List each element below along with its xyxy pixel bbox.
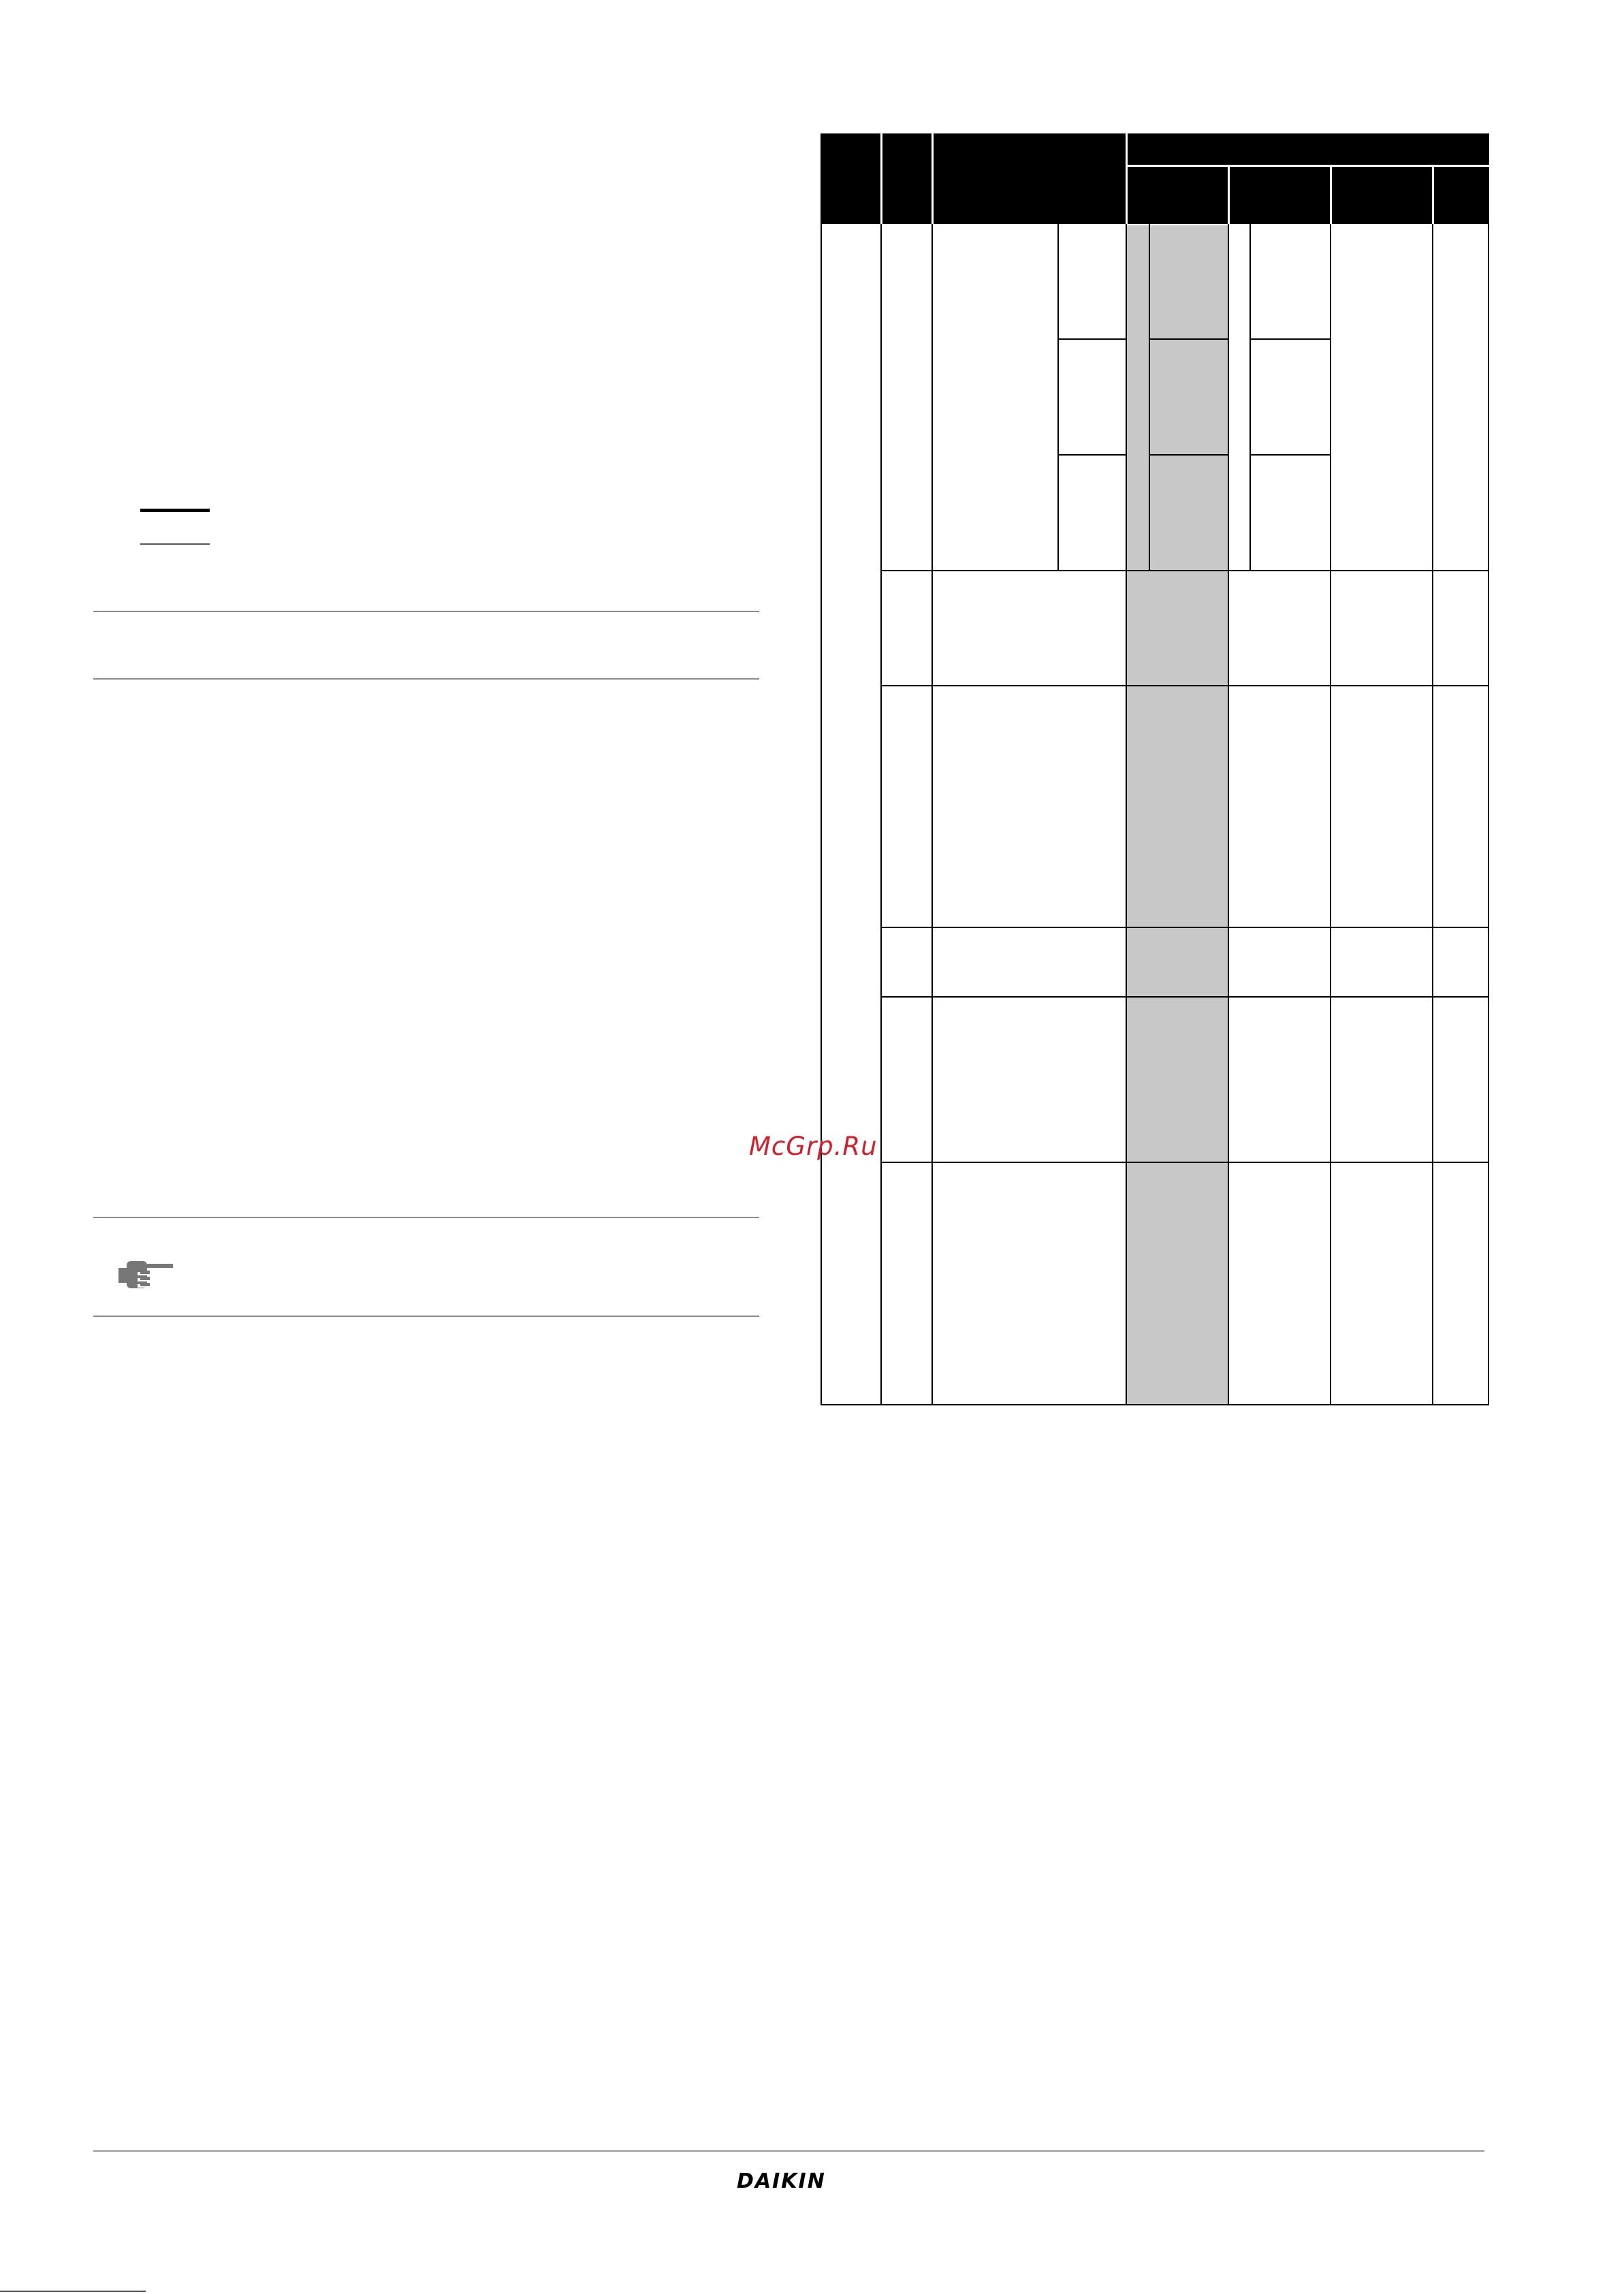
subrow-line [1249, 338, 1330, 340]
subrow-divider-col [1249, 224, 1251, 570]
shaded-strip [1127, 225, 1149, 570]
row-line [880, 927, 1489, 928]
subrow-line [1057, 454, 1127, 456]
daikin-logo: DAIKIN [737, 2169, 826, 2193]
subrow-divider-col [1057, 224, 1059, 570]
shaded-cell [1127, 571, 1228, 1404]
note-rule-top [93, 1217, 759, 1218]
header-divider [1126, 133, 1128, 224]
watermark-text: McGrp.Ru [749, 1132, 878, 1161]
table-header [821, 133, 1489, 224]
header-divider [1228, 165, 1230, 224]
row-line [880, 1162, 1489, 1163]
header-divider [1330, 165, 1332, 224]
bottom-edge-mark [0, 2291, 146, 2292]
header-divider [1126, 165, 1489, 167]
table-col-divider [932, 224, 933, 1405]
spec-table [821, 133, 1489, 1405]
pointing-hand-note-icon [117, 1258, 178, 1291]
section-rule-1 [93, 611, 759, 612]
header-divider [932, 133, 934, 224]
header-divider [880, 133, 882, 224]
underline-bold [140, 509, 210, 512]
subrow-line [1249, 454, 1330, 456]
shaded-cell [1150, 225, 1228, 570]
underline-thin [140, 543, 210, 545]
subrow-line [1057, 338, 1127, 340]
table-col-divider [1432, 224, 1433, 1405]
subrow-line [1150, 338, 1228, 340]
subrow-line [1150, 454, 1228, 456]
row-line [880, 685, 1489, 686]
footer-rule [93, 2150, 1484, 2152]
table-col-divider [880, 224, 882, 1405]
row-line [880, 996, 1489, 998]
table-col-divider [1228, 224, 1229, 1405]
section-rule-2 [93, 678, 759, 680]
table-col-divider [1330, 224, 1331, 1405]
header-divider [1432, 165, 1434, 224]
note-rule-bottom [93, 1316, 759, 1317]
